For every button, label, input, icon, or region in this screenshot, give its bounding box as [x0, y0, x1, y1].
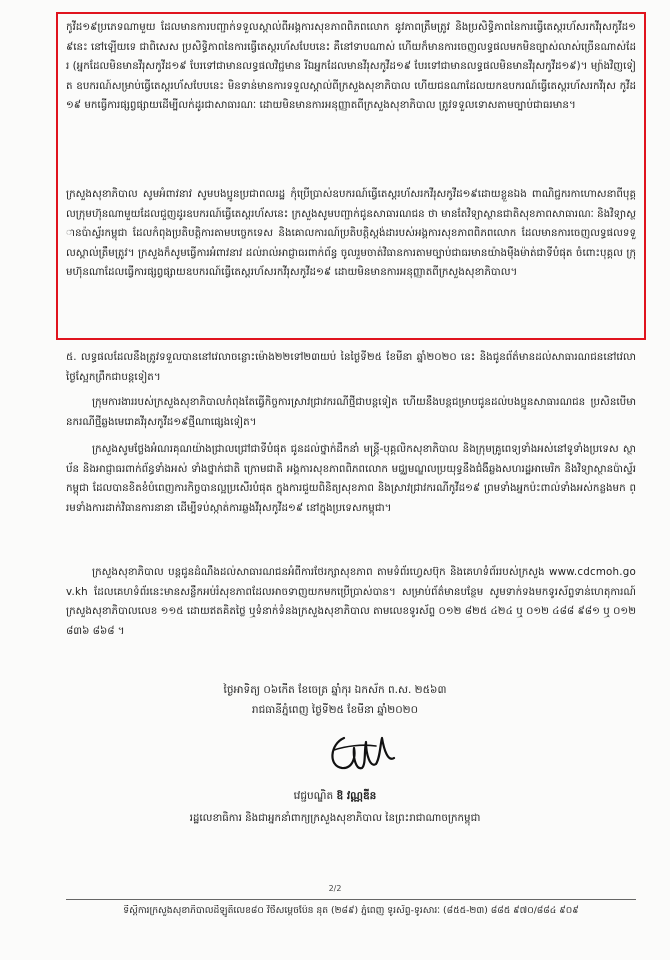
paragraph-6-text-b: ដែលគេហទំព័រនេះមានសន្លឹកអប់រំសុខភាពដែលអាចទាញយកមកប្រើប្រាស់បាន។ សម្រាប់ព័ត៌មានបន្ថែម សូមទាក់ទងមកទូរស័ព្ទទាន់ហេតុការណ៍ ក្រសួងសុខាភិបាលលេខ ១១៥ ដោយឥតគិតថ្លៃ ឬទំនាក់ទំនងក្រសួងសុខាភិបាល តាមលេខទូរស័ព្ទ ០១២ ៨២៥ ៤២៤ ឬ ០១២ ៤៨៨ ៩៨១ ឬ ០១២ ៨៣៦ ៨៦៨ ។	[66, 585, 636, 637]
signer-name-prefix: វេជ្ជបណ្ឌិត	[293, 790, 334, 802]
paragraph-1: កូវីដ១៩ប្រភេទណាមួយ ដែលមានការបញ្ជាក់ទទួលស្គាល់ពីអង្គការសុខភាពពិភពលោក នូវភាពត្រឹមត្រូវ និងប្រសិទ្ធិភាពនៃការធ្វើតេស្តរហ័សរកវីរុសកូវីដ១៩នេះ នៅឡើយទេ ជាពិសេស ប្រសិទ្ធិភាពនៃការធ្វើតេស្តរហ័សបែបនេះ គឺនៅទាបណាស់ ហើយក៏មានការចេញលទ្ធផលមកមិនច្បាស់លាស់ច្រើនណាស់ដែរ (អ្នកដែលមិនមានវីរុសកូវីដ១៩ បែរទៅជាមានលទ្ធផលវិជ្ជមាន រីឯអ្នកដែលមានវីរុសកូវីដ១៩ បែរទៅជាមានលទ្ធផលមិនមានវីរុសកូវីដ១៩)។ ម្យ៉ាងវិញទៀត ឧបករណ៍សម្រាប់ធ្វើតេស្តរហ័សបែបនេះ មិនទាន់មានការទទួលស្គាល់ពីក្រសួងសុខាភិបាល ហើយជនណាដែលយកឧបករណ៍ធ្វើតេស្តរហ័សរកវីរុស កូវីដ១៩ មកធ្វើការផ្សព្វផ្សាយដើម្បីលក់ដូរជាសាធារណៈ ដោយមិនមានការអនុញ្ញាតពីក្រសួងសុខាភិបាល ត្រូវទទួលទោសតាមច្បាប់ជាធរមាន។	[66, 21, 636, 111]
signer-name: ឱ វណ្ណឌីន	[336, 790, 377, 802]
paragraph-6-text-a: ក្រសួងសុខាភិបាល បន្តជូនដំណឹងដល់សាធារណជនអំពីការថែរក្សាសុខភាព តាមទំព័រហ្វេសប៊ុក និងគេហទំព័ររបស់ក្រសួង	[92, 566, 545, 578]
paragraph-6	[66, 563, 636, 641]
signer-title: រដ្ឋលេខាធិការ និងជាអ្នកនាំពាក្យក្រសួងសុខាភិបាល នៃព្រះរាជាណាចក្រកម្ពុជា	[189, 812, 481, 824]
date-solar: រាជធានីភ្នំពេញ ថ្ងៃទី២៥ ខែមីនា ឆ្នាំ២០២០	[251, 704, 419, 716]
signature-image	[322, 728, 402, 778]
paragraph-5: ក្រសួងសូមថ្លែងអំណរគុណយ៉ាងជ្រាលជ្រៅជាទីបំផុត ជូនដល់ថ្នាក់ដឹកនាំ មន្ត្រី-បុគ្គលិកសុខាភិបាល និងក្រុមគ្រូពេទ្យទាំងអស់នៅទូទាំងប្រទេស ស្ថាប័ន និងអាជ្ញាធរពាក់ព័ន្ធទាំងអស់ ទាំងថ្នាក់ជាតិ ក្រោមជាតិ អង្គការសុខភាពពិភពលោក មជ្ឈមណ្ឌលប្រយុទ្ធនឹងជំងឺឆ្លងសហរដ្ឋអាមេរិក និងវិទ្យាស្ថានប៉ាស្ទ័រកម្ពុជា ដែលបានខិតខំបំពេញការកិច្ចបានល្អប្រសើរបំផុត ក្នុងការជួយពិនិត្យសុខភាព និងស្រាវជ្រាវករណីកូវីដ១៩ ព្រមទាំងអ្នកប៉ះពាល់ទាំងអស់កន្លងមក ព្រមទាំងការដាក់វិធានការនានា ដើម្បីទប់ស្កាត់ការឆ្លងវីរុសកូវីដ១៩ នៅក្នុងប្រទេសកម្ពុជា។	[66, 443, 636, 514]
footer-divider	[66, 899, 636, 900]
date-lunar: ថ្ងៃអាទិត្យ ០៦កើត ខែចេត្រ ឆ្នាំកុរ ឯកស័ក ព.ស. ២៥៦៣	[223, 684, 447, 696]
paragraph-3: ៥. លទ្ធផលដែលនឹងត្រូវទទួលបាននៅវេលាចន្លោះម៉ោង២២ទៅ២៣យប់ នៃថ្ងៃទី២៥ ខែមីនា ឆ្នាំ២០២០ នេះ និងជូនព័ត៌មានដល់សាធារណជននៅវេលាថ្ងៃស្អែកព្រឹកជាបន្តទៀត។	[66, 351, 636, 383]
footer-address: ទីស្តីការក្រសួងសុខាភិបាលដីឡូតិ៍លេខ៨០ វិថីសម្តេចប៉ែន នុត (២៨៩) ភ្នំពេញ ទូរស័ព្ទ-ទូរសារៈ (៨៥៥-២៣) ៨៨៥ ៩៧០/៨៨៤ ៩០៩	[123, 905, 579, 916]
website-link[interactable]: www.cdcmoh.gov.kh	[66, 566, 636, 598]
page-number: 2/2	[328, 884, 342, 893]
signer-name-line	[0, 790, 670, 805]
paragraph-4: ក្រុមការងាររបស់ក្រសួងសុខាភិបាលកំពុងតែធ្វើកិច្ចការស្រាវជ្រាវករណីថ្មីជាបន្តទៀត ហើយនឹងបន្តជម្រាបជូនដល់បងប្អូនសាធារណជន ប្រសិនបើមានករណីថ្មីឆ្លងមេរោគវីរុសកូវីដ១៩ថ្មីណាផ្សេងទៀត។	[66, 396, 636, 428]
paragraph-2: ក្រសួងសុខាភិបាល សូមអំពាវនាវ សូមបងប្អូនប្រជាពលរដ្ឋ កុំប្រើប្រាស់ឧបករណ៍ធ្វើតេស្តរហ័សរកវីរុសកូវីដ១៩ដោយខ្លួនឯង ពាណិជ្ជករកាហោសនាពីបុគ្គលក្រុមហ៊ុនណាមួយដែលជួញដូរឧបករណ៍ធ្វើតេស្តរហ័សនេះ ក្រសួងសូមបញ្ជាក់ជូនសាធារណជន ថា មានតែវិទ្យាស្ថានជាតិសុខភាពសាធារណៈ និងវិទ្យាស្ថានប៉ាស្ទ័រកម្ពុជា ដែលកំពុងប្រតិបត្តិការតាមបច្ចេកទេស និងគោលការណ៍ប្រតិបត្តិស្តង់ដារបស់អង្គការសុខភាពពិភពលោក ដែលមានការចេញលទ្ធផលទទួលស្គាល់ត្រឹមត្រូវ។ ក្រសួងក៏សូមធ្វើការអំពាវនាវ ដល់រាល់អាជ្ញាធរពាក់ព័ន្ធ ចូលរួមចាត់វិធានការតាមច្បាប់ជាធរមានយ៉ាងម៉ឺងម៉ាត់ជាទីបំផុត ចំពោះបុគ្គល ក្រុមហ៊ុនណាដែលធ្វើការផ្សព្វផ្សាយឧបករណ៍ធ្វើតេស្តរហ័សរកវីរុសកូវីដ១៩ ដោយមិនមានការអនុញ្ញាតពីក្រសួងសុខាភិបាល។	[66, 188, 636, 278]
